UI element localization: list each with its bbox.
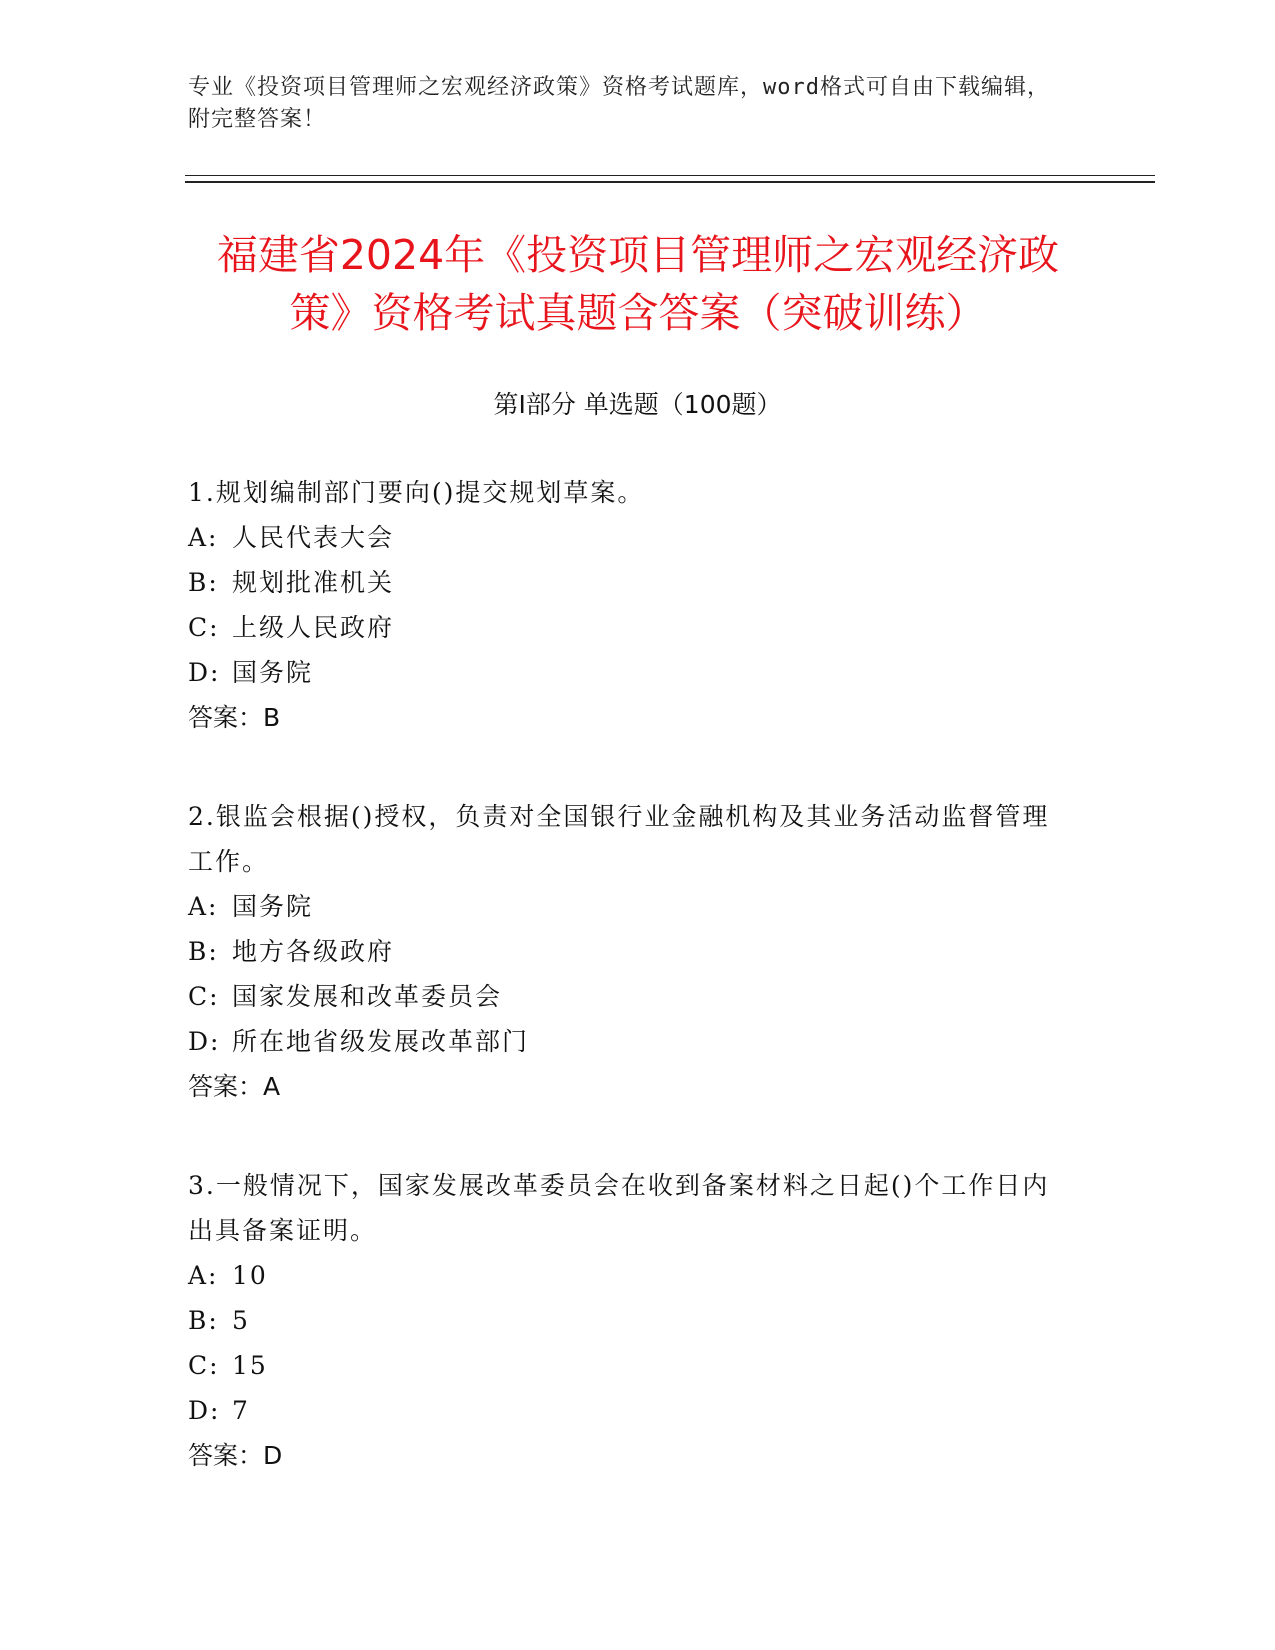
option-text: 地方各级政府 (232, 937, 395, 966)
option-label: A: (188, 523, 219, 552)
document-title: 福建省2024年《投资项目管理师之宏观经济政策》资格考试真题含答案（突破训练） (216, 231, 1060, 337)
option-label: B: (188, 568, 219, 597)
option-b (188, 929, 1068, 974)
option-text: 国家发展和改革委员会 (232, 982, 503, 1011)
option-b (188, 1298, 1068, 1343)
question-3 (188, 1163, 1068, 1478)
answer-line: 答案：A (188, 1072, 281, 1101)
question-stem: 3.一般情况下，国家发展改革委员会在收到备案材料之日起()个工作日内出具备案证明。 (188, 1171, 1050, 1245)
question-stem: 2.银监会根据()授权，负责对全国银行业金融机构及其业务活动监督管理工作。 (188, 802, 1050, 876)
option-a (188, 884, 1068, 929)
answer-line: 答案：D (188, 1441, 283, 1470)
option-d (188, 650, 1068, 695)
option-label: D: (188, 1027, 221, 1056)
option-a (188, 515, 1068, 560)
option-text: 5 (232, 1306, 250, 1335)
option-text: 国务院 (232, 892, 314, 921)
option-label: A: (188, 892, 219, 921)
option-d (188, 1019, 1068, 1064)
option-text: 7 (232, 1396, 250, 1425)
option-text: 上级人民政府 (232, 613, 395, 642)
section-title: 第Ⅰ部分 单选题（100题） (493, 390, 782, 419)
option-text: 所在地省级发展改革部门 (232, 1027, 530, 1056)
question-2 (188, 794, 1068, 1109)
answer-line: 答案：B (188, 703, 281, 732)
option-b (188, 560, 1068, 605)
option-text: 10 (232, 1261, 268, 1290)
header-divider-thick (185, 181, 1155, 183)
option-c (188, 1343, 1068, 1388)
option-a (188, 1253, 1068, 1298)
option-text: 15 (232, 1351, 268, 1380)
option-label: D: (188, 1396, 221, 1425)
question-stem: 1.规划编制部门要向()提交规划草案。 (188, 478, 645, 507)
option-label: C: (188, 1351, 220, 1380)
header-divider-thin (185, 175, 1155, 176)
option-text: 人民代表大会 (232, 523, 395, 552)
question-1 (188, 470, 1068, 740)
option-label: B: (188, 937, 219, 966)
option-label: A: (188, 1261, 219, 1290)
option-d (188, 1388, 1068, 1433)
option-c (188, 605, 1068, 650)
header-note: 专业《投资项目管理师之宏观经济政策》资格考试题库，word格式可自由下载编辑，附完整答案！ (188, 75, 1050, 132)
option-label: C: (188, 982, 220, 1011)
question-list (188, 470, 1068, 1532)
option-text: 国务院 (232, 658, 314, 687)
option-text: 规划批准机关 (232, 568, 395, 597)
option-label: B: (188, 1306, 219, 1335)
option-label: C: (188, 613, 220, 642)
option-label: D: (188, 658, 221, 687)
option-c (188, 974, 1068, 1019)
